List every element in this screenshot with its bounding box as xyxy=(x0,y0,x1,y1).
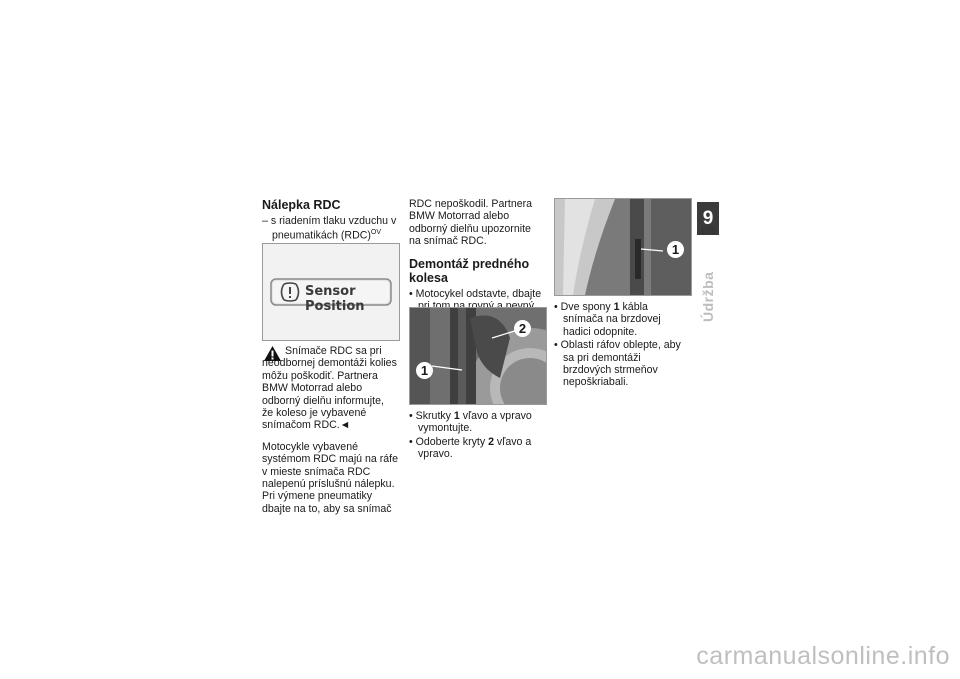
callout-2: 2 xyxy=(514,320,531,337)
warning-text: Snímače RDC sa pri neodbornej demontáži kolies môžu poškodiť. Partnera BMW Motorrad alebo odborný dielňu informujte, že koleso je vybavené snímačom RDC.◄ xyxy=(262,345,397,432)
intro-text: RDC nepoškodil. Partnera BMW Motorrad alebo odborný dielňu upozornite na snímač RDC. xyxy=(409,198,533,248)
bullet-tape: • Oblasti ráfov oblepte, aby sa pri demontáži brzdových strmeňov nepoškriabali. xyxy=(554,339,681,389)
callout-1: 1 xyxy=(416,362,433,379)
bullet-clips: • Dve spony 1 kábla snímača na brzdovej hadici odopnite. xyxy=(554,301,661,338)
column-3-steps xyxy=(554,301,690,390)
column-1-body xyxy=(262,345,398,515)
paragraph-rdc: Motocykle vybavené systémom RDC majú na ráfe v mieste snímača RDC nalepenú príslušnú nálepku. Pri výmene pneumatiky dbajte na to, aby sa snímač xyxy=(262,440,398,515)
column-1 xyxy=(262,198,398,242)
dash-item: – s riadením tlaku vzduchu v pneumatikách (RDC)$^{OV}$ xyxy=(262,215,397,242)
bullet-screws: • Skrutky 1 vľavo a vpravo vymontujte. xyxy=(409,410,532,435)
watermark: carmanualsonline.info xyxy=(696,642,950,670)
callout-1: 1 xyxy=(667,241,684,258)
bullet-covers: • Odoberte kryty 2 vľavo a vpravo. xyxy=(409,435,532,461)
chapter-title: Údržba xyxy=(700,271,716,322)
heading-front-wheel: Demontáž predného kolesa xyxy=(409,256,530,285)
bullet-park: • Motocykel odstavte, dbajte xyxy=(409,287,542,300)
sensor-position-label: Sensor Position xyxy=(305,284,365,314)
column-2-steps xyxy=(409,410,545,462)
figure-brake-hose xyxy=(554,198,692,296)
page-number: 105 xyxy=(699,226,717,237)
figure-front-fork xyxy=(409,307,547,405)
figure-sensor-position xyxy=(262,243,400,341)
end-marker-icon: ◄ xyxy=(339,419,351,432)
heading-rdc-sticker: Nálepka RDC xyxy=(262,198,341,212)
chapter-number: 9 xyxy=(702,208,714,229)
